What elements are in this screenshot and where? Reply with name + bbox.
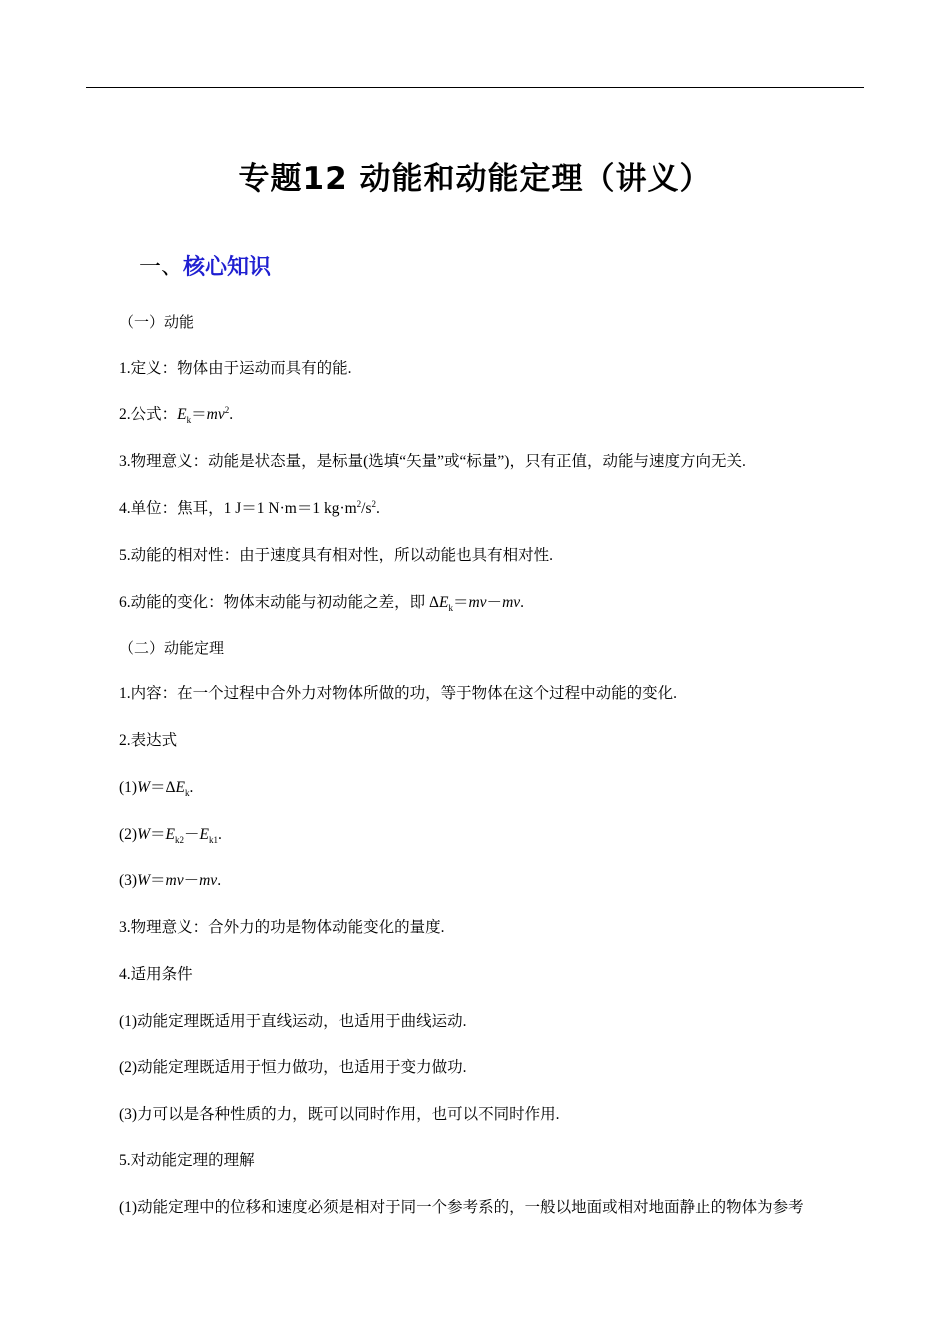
expression-3: (3)W＝mv－mv. [119,872,222,889]
content-line: 1.内容：在一个过程中合外力对物体所做的功，等于物体在这个过程中动能的变化. [119,685,678,702]
expression-1: $(1)W=\Delta E_k$. [119,779,194,799]
understanding-heading: 5.对动能定理的理解 [119,1152,255,1169]
condition-3: (3)力可以是各种性质的力，既可以同时作用，也可以不同时作用. [119,1106,560,1123]
formula-line: 2.公式：$E_k=mv^2$. [119,404,234,426]
header-rule [86,87,864,88]
subheading-theorem: （二）动能定理 [119,639,225,657]
condition-1: (1)动能定理既适用于直线运动，也适用于曲线运动. [119,1013,467,1030]
condition-2: (2)动能定理既适用于恒力做功，也适用于变力做功. [119,1059,467,1076]
theorem-meaning-line: 3.物理意义：合外力的功是物体动能变化的量度. [119,919,445,936]
section-number: 一、 [139,255,184,280]
definition-line: 1.定义：物体由于运动而具有的能. [119,360,352,377]
physical-meaning-line: 3.物理意义：动能是状态量，是标量(选填“矢量”或“标量”)，只有正值，动能与速度方向无关. [119,453,746,470]
conditions-heading: 4.适用条件 [119,966,193,983]
change-line: 6.动能的变化：物体末动能与初动能之差，即 $\Delta E_k=mv-mv$. [119,594,525,614]
section-label: 核心知识 [183,255,272,280]
understanding-1: (1)动能定理中的位移和速度必须是相对于同一个参考系的，一般以地面或相对地面静止的物体为参考 [119,1199,804,1216]
unit-line: 4.单位：焦耳，1 J＝1 N·m＝1 $kg\cdot m^2/s^2$. [119,498,380,517]
relativity-line: 5.动能的相对性：由于速度具有相对性，所以动能也具有相对性. [119,547,554,564]
page-title: 专题12 动能和动能定理（讲义） [238,161,712,197]
expression-heading: 2.表达式 [119,732,178,749]
subheading-kinetic-energy: （一）动能 [119,313,195,331]
section-heading [139,250,271,281]
expression-2: $(2)W=E_{k2}-E_{k1}$. [119,826,222,846]
